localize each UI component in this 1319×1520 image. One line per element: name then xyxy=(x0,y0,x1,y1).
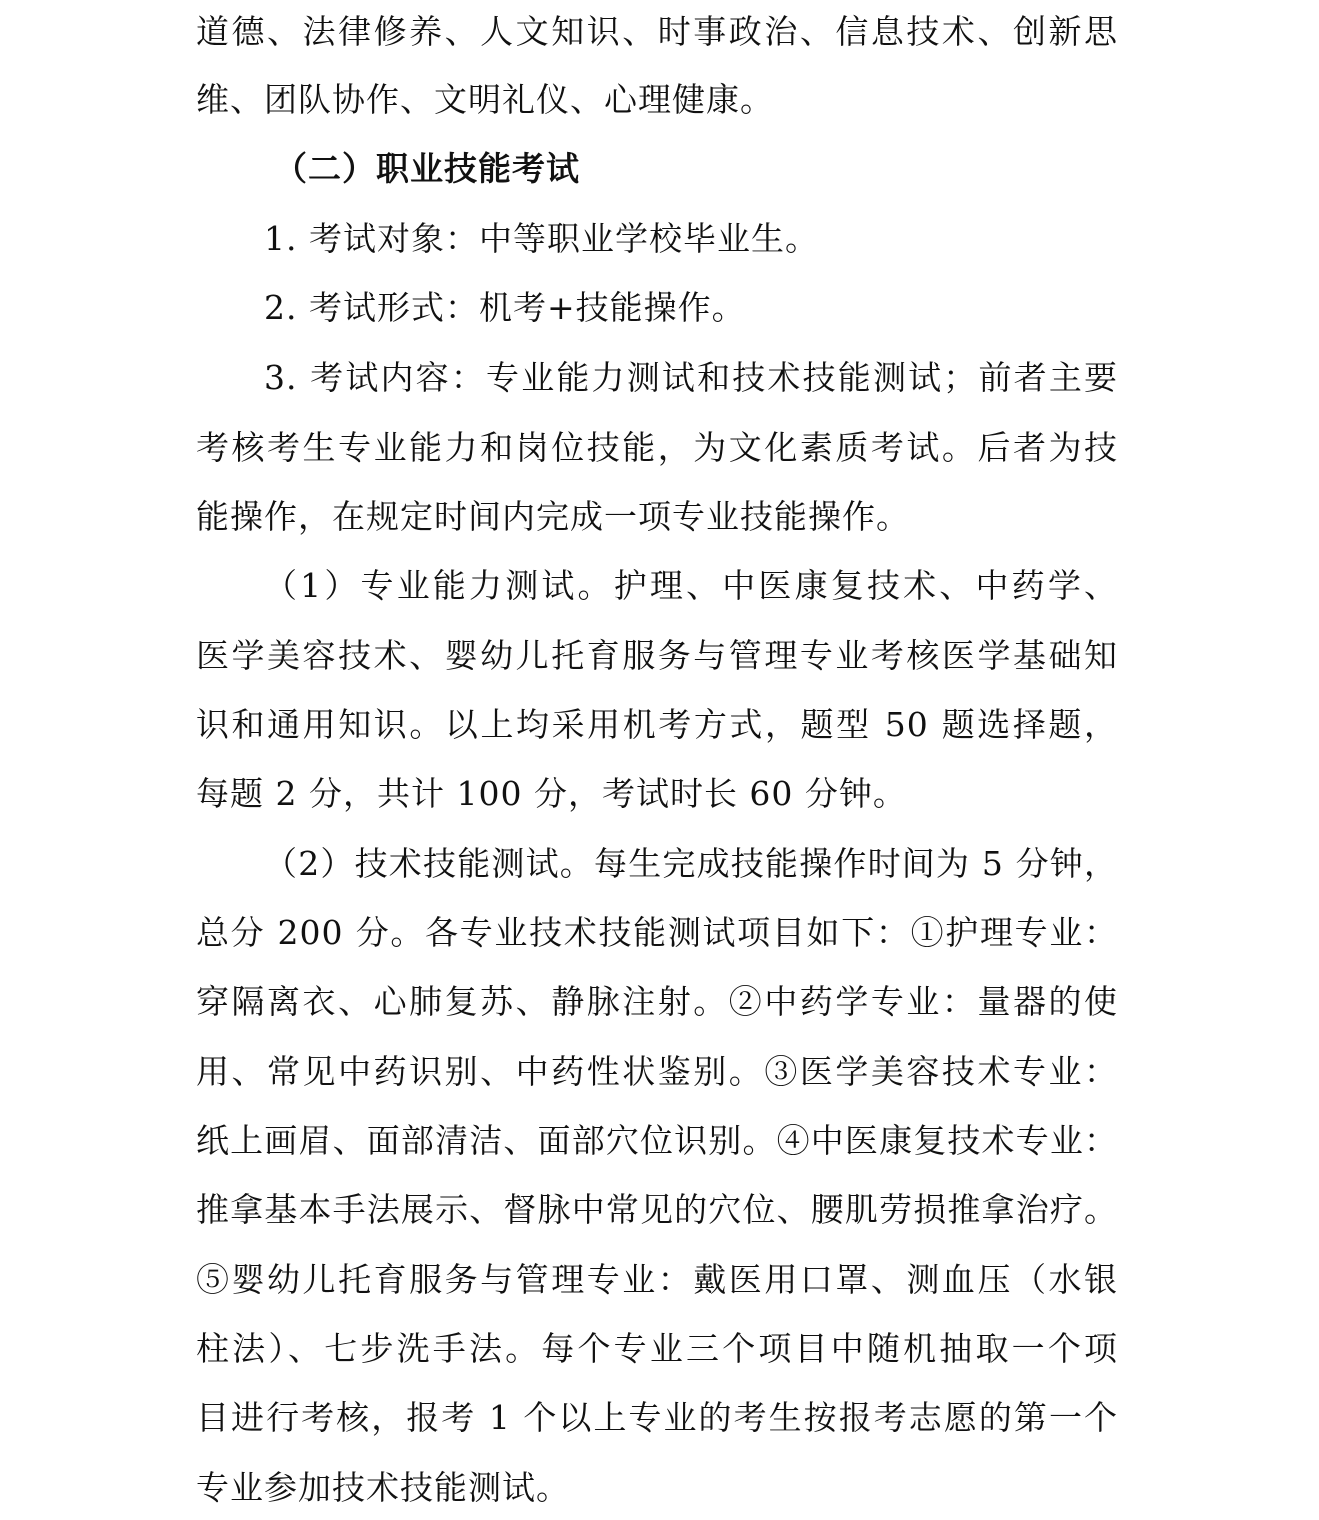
text-line: （2）技术技能测试。每生完成技能操作时间为 5 分钟， xyxy=(264,844,1118,883)
text-line: 推拿基本手法展示、督脉中常见的穴位、腰肌劳损推拿治疗。 xyxy=(196,1190,1118,1229)
text-line: 每题 2 分，共计 100 分，考试时长 60 分钟。 xyxy=(196,774,907,813)
text-line: 用、常见中药识别、中药性状鉴别。③医学美容技术专业： xyxy=(196,1052,1118,1091)
text-line: 识和通用知识。以上均采用机考方式，题型 50 题选择题， xyxy=(196,705,1118,744)
text-line: 能操作，在规定时间内完成一项专业技能操作。 xyxy=(196,497,910,536)
text-line: 目进行考核，报考 1 个以上专业的考生按报考志愿的第一个 xyxy=(196,1398,1118,1437)
text-line: 道德、法律修养、人文知识、时事政治、信息技术、创新思 xyxy=(196,12,1118,51)
text-line: 专业参加技术技能测试。 xyxy=(196,1468,570,1507)
text-line: （1）专业能力测试。护理、中医康复技术、中药学、 xyxy=(264,566,1118,605)
text-line: ⑤婴幼儿托育服务与管理专业：戴医用口罩、测血压（水银 xyxy=(196,1260,1118,1299)
text-line: 3. 考试内容：专业能力测试和技术技能测试；前者主要 xyxy=(264,358,1118,397)
text-line: 柱法）、七步洗手法。每个专业三个项目中随机抽取一个项 xyxy=(196,1329,1118,1368)
text-line: 纸上画眉、面部清洁、面部穴位识别。④中医康复技术专业： xyxy=(196,1121,1118,1160)
text-line: 穿隔离衣、心肺复苏、静脉注射。②中药学专业：量器的使 xyxy=(196,982,1118,1021)
text-line: 医学美容技术、婴幼儿托育服务与管理专业考核医学基础知 xyxy=(196,636,1118,675)
text-line: 2. 考试形式：机考+技能操作。 xyxy=(264,288,746,327)
text-line: 维、团队协作、文明礼仪、心理健康。 xyxy=(196,80,774,119)
text-line: 总分 200 分。各专业技术技能测试项目如下：①护理专业： xyxy=(196,913,1118,952)
section-heading: （二）职业技能考试 xyxy=(274,149,580,188)
text-line: 1. 考试对象：中等职业学校毕业生。 xyxy=(264,219,819,258)
text-line: 考核考生专业能力和岗位技能，为文化素质考试。后者为技 xyxy=(196,428,1118,467)
